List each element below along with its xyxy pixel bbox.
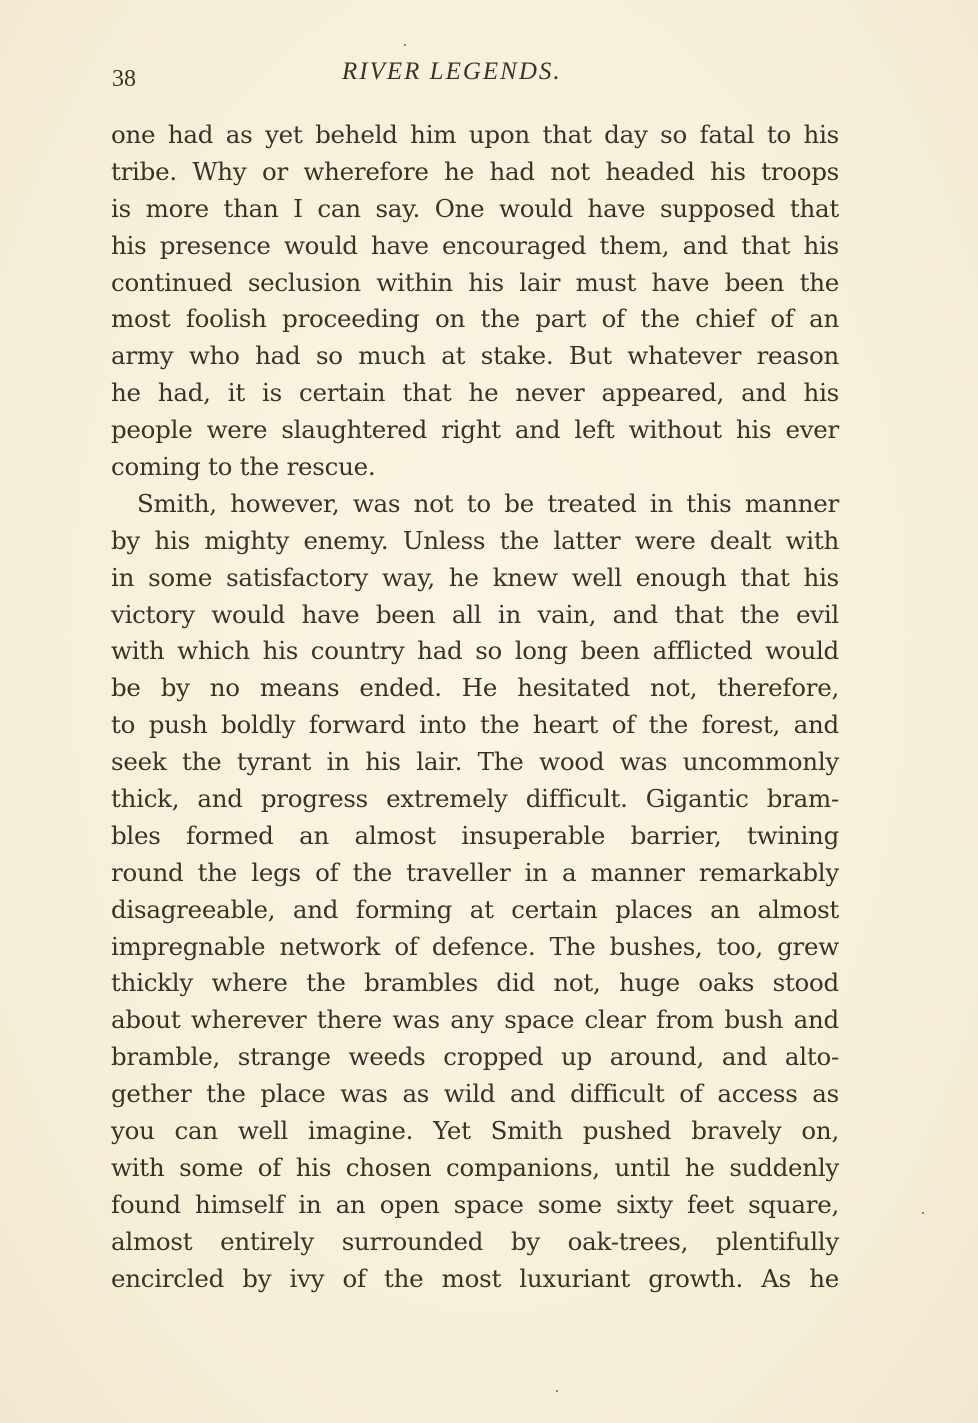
text-line: you can well imagine. Yet Smith pushed bravely on,	[111, 1116, 839, 1146]
text-line: he had, it is certain that he never appeared, and his	[111, 378, 839, 408]
text-line: tribe. Why or wherefore he had not headed his troops	[111, 156, 839, 186]
paper-speck	[556, 1390, 558, 1392]
text-line: about wherever there was any space clear from bush and	[111, 1005, 839, 1035]
text-line: encircled by ivy of the most luxuriant growth. As he	[111, 1263, 839, 1293]
text-line: thickly where the brambles did not, huge oaks stood	[111, 968, 839, 998]
text-line: with which his country had so long been afflicted would	[111, 636, 839, 666]
paragraph-1	[111, 117, 839, 486]
text-line: disagreeable, and forming at certain places an almost	[111, 894, 839, 924]
text-line: with some of his chosen companions, until he suddenly	[111, 1152, 839, 1182]
text-line: is more than I can say. One would have supposed that	[111, 193, 839, 223]
text-line: in some satisfactory way, he knew well enough that his	[111, 562, 839, 592]
text-line: most foolish proceeding on the part of the chief of an	[111, 304, 839, 334]
text-line: by his mighty enemy. Unless the latter were dealt with	[111, 525, 839, 555]
text-line: impregnable network of defence. The bushes, too, grew	[111, 931, 839, 961]
text-line: coming to the rescue.	[111, 452, 376, 482]
text-line: found himself in an open space some sixty feet square,	[111, 1189, 839, 1219]
paragraph-2	[111, 486, 839, 1298]
text-line: one had as yet beheld him upon that day so fatal to his	[111, 120, 839, 149]
text-line: people were slaughtered right and left without his ever	[111, 415, 839, 445]
running-title: RIVER LEGENDS.	[342, 58, 562, 85]
text-line: round the legs of the traveller in a manner remarkably	[111, 857, 839, 887]
text-line: almost entirely surrounded by oak-trees, plentifully	[111, 1226, 839, 1256]
text-line: his presence would have encouraged them, and that his	[111, 230, 839, 260]
text-line: continued seclusion within his lair must have been the	[111, 267, 839, 297]
text-line: gether the place was as wild and difficult of access as	[111, 1079, 839, 1109]
text-line: to push boldly forward into the heart of the forest, and	[111, 710, 839, 740]
text-line: seek the tyrant in his lair. The wood was uncommonly	[111, 747, 839, 777]
paper-speck	[404, 44, 406, 46]
text-line: bles formed an almost insuperable barrier, twining	[111, 820, 839, 850]
text-line: thick, and progress extremely difficult. Gigantic bram-	[111, 784, 839, 814]
text-line: be by no means ended. He hesitated not, therefore,	[111, 673, 839, 703]
body-text	[111, 117, 839, 1298]
text-line: Smith, however, was not to be treated in this manner	[137, 488, 839, 518]
page-number: 38	[112, 66, 136, 92]
text-line: victory would have been all in vain, and that the evil	[111, 599, 839, 629]
text-line: bramble, strange weeds cropped up around, and alto-	[111, 1042, 839, 1072]
text-line: army who had so much at stake. But whatever reason	[111, 341, 839, 371]
paper-speck	[922, 1212, 924, 1214]
